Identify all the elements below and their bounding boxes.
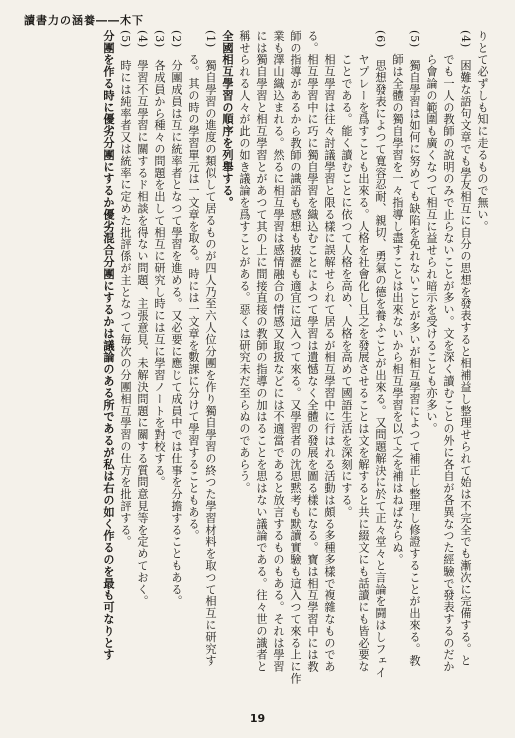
text-column: (5) 獨自學習は如何に努めても缺陷を免れないことが多いが相互學習によつて補正し整理し修證することが出來る。教 (408, 30, 421, 667)
text-column: る。相互學習中に巧に獨自學習を織込むことによつて學習は遺憾なく全體の發展を圖る樣になる。寶は相互學習中には教 (306, 30, 319, 673)
text-column: (1) 獨自學習の進度の類似して居るものが四人乃至六人位分團を作り獨自學習の終つた學習材料を取つて相互に研究す (204, 30, 217, 667)
text-column: 相互學習は往々討議學習と限る樣に誤解せられて居るが相互學習中に行はれる活動は頗る多種多樣で複雜なものであ (323, 30, 336, 673)
text-column: (5) 時には純率者又は統率に定めた批評係が主となつて毎次の分團相互學習の仕方を批評する。 (119, 30, 132, 548)
text-column: る。其の時の學習單元は一文章を取る。時には一文章を數課に分けて學習することもある。 (187, 30, 200, 542)
text-column: 分團を作る時に優劣分團にするか優劣混合分團にするかは議論のある所であるが私は右の如く作るのを最も可なりとす (102, 30, 116, 661)
text-column: (4) 學習不互學習に關するド相談を得ない問題、主張意見、未解決問題に關する質問意見等を定めておく。 (136, 30, 149, 608)
page-number: 19 (249, 712, 266, 725)
text-column: ら會論の範圍も廣くなつて相互に益せられ暗示を受けることも亦多い。 (425, 30, 438, 435)
text-column: 業も澤山織込まれる。然るに相互學習は感情融合の情感又取扱などには不適當であると放言するものもある。それは學習 (272, 30, 285, 673)
text-column: りとて必ずしも知に走るもので無い。 (476, 30, 489, 233)
text-column: 全國相互學習の順序を列舉する。 (221, 30, 235, 209)
text-column: 師は全體の獨自學習を一々指導し盡すことは出來ないから相互學習を以て之を補はねばならぬ。 (391, 30, 404, 566)
text-column: 稱せられる人々が此の如き議論を爲すことがある。惡くは研究未だ至らぬのであらう。 (238, 30, 251, 495)
vertical-text-body (24, 30, 491, 690)
text-column: (2) 分團成員は互に統率者となつて學習を進める。又必要に應じて成員中では仕事を分擔することもある。 (170, 30, 183, 608)
text-column: ヤプレーを爲すことも出來る。人格を社會化し且之を發展させることは文を解すると共に綴文にも話讀にも皆必要な (357, 30, 370, 673)
text-column: (6) 思想發表によつて寬容忍耐、親切、勇氣の德を養ふことが出來る。又問題解決に於て正々堂々と言論を闘はしフェイ (374, 30, 387, 679)
text-column: (4) 困難な語句文章でも學友相互に自分の思想を發表すると相補益し整理せられて始は不完全でも漸次に完備する。と (459, 30, 472, 667)
running-title: 讀書力の涵養――木下 (24, 14, 144, 27)
text-column: 師の指導があるから教師の識語も感想も披瀝も適宜に這入つて來る。又學習者の沈思黙考も默讀實驗も這入つて來る上に作 (289, 30, 302, 685)
text-column: ことである。能く讀むことに依つて人格を高め、人格を高めて國語生活を深刻にする。 (340, 30, 353, 518)
text-column: でも一人の教師の說明のみで止らないことが多い。文を深く讀むことの外に各自が各異なつた經驗で發表するのだか (442, 30, 455, 673)
text-column: (3) 各成員から種々の問題を出して相互に研究し時には互に學習ノートを對校する。 (153, 30, 166, 489)
text-column: には獨自學習と相互學習とがあつて其の上に間接直接の教師の指導の加はることを思はない議論である。往々世の識者と (255, 30, 268, 673)
